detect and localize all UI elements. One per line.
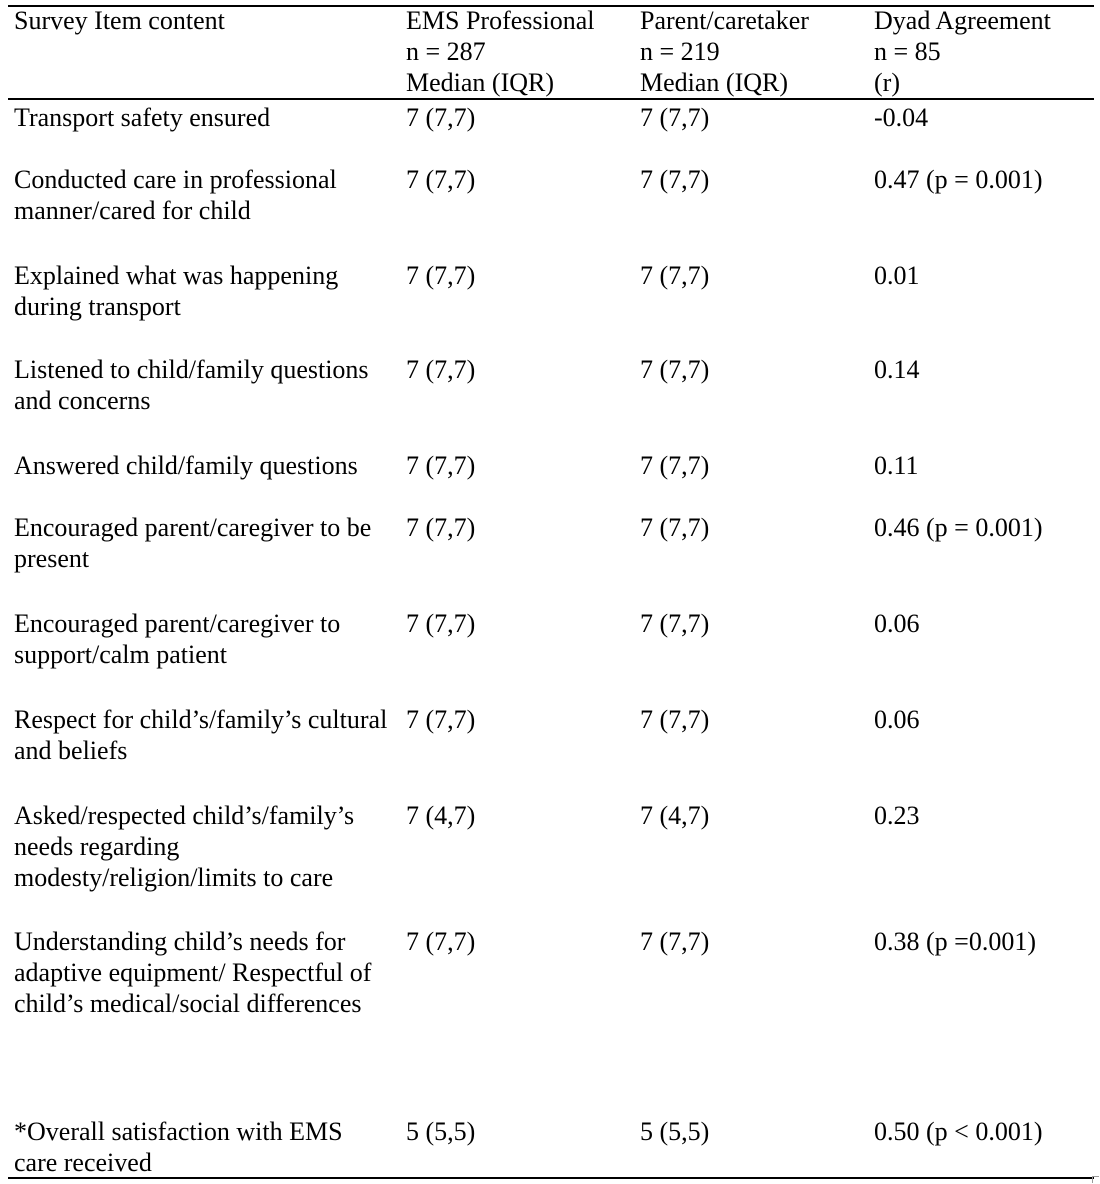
- table-row-item: Explained what was happening during transport: [14, 261, 339, 321]
- table-row-parent: 7 (7,7): [640, 927, 710, 956]
- table-row-ems: 7 (7,7): [406, 165, 476, 194]
- table-row-ems: 7 (7,7): [406, 451, 476, 480]
- table-row-dyad: 0.23: [874, 801, 920, 830]
- table-row-ems: 7 (7,7): [406, 261, 476, 290]
- table-row-ems: 7 (7,7): [406, 609, 476, 638]
- table-row-item: Answered child/family questions: [14, 451, 358, 480]
- table-row-dyad: 0.11: [874, 451, 919, 480]
- table-row-parent: 7 (7,7): [640, 165, 710, 194]
- table-row-parent: 7 (7,7): [640, 451, 710, 480]
- table-row-parent: 7 (4,7): [640, 801, 710, 830]
- table-row-item: Encouraged parent/caregiver to be present: [14, 513, 372, 573]
- table-row-parent: 7 (7,7): [640, 261, 710, 290]
- table-row-parent: 7 (7,7): [640, 705, 710, 734]
- table-row-dyad: 0.47 (p = 0.001): [874, 165, 1043, 194]
- header-survey-item: Survey Item content: [14, 6, 225, 35]
- table-row-dyad: 0.38 (p =0.001): [874, 927, 1036, 956]
- table-row-item: *Overall satisfaction with EMS care received: [14, 1117, 343, 1177]
- header-parent-caretaker: Parent/caretaker n = 219 Median (IQR): [640, 6, 809, 97]
- table-header-row: [0, 0, 1100, 100]
- table-row-ems: 7 (7,7): [406, 927, 476, 956]
- table-row-dyad: 0.14: [874, 355, 920, 384]
- header-dyad-agreement: Dyad Agreement n = 85 (r): [874, 6, 1051, 97]
- table-row-ems: 7 (4,7): [406, 801, 476, 830]
- table-row-ems: 7 (7,7): [406, 705, 476, 734]
- table-row-item: Transport safety ensured: [14, 103, 271, 132]
- header-ems-professional: EMS Professional n = 287 Median (IQR): [406, 6, 595, 97]
- table-row-item: Respect for child’s/family’s cultural and beliefs: [14, 705, 388, 765]
- table-row-dyad: 0.46 (p = 0.001): [874, 513, 1043, 542]
- table-row-ems: 7 (7,7): [406, 355, 476, 384]
- corner-mark: [1092, 1176, 1099, 1183]
- table-row-ems: 5 (5,5): [406, 1117, 476, 1146]
- table-row-parent: 7 (7,7): [640, 609, 710, 638]
- table-bottom-rule: [8, 1177, 1094, 1179]
- table-row-item: Understanding child’s needs for adaptive equipment/ Respectful of child’s medical/social differences: [14, 927, 372, 1018]
- table-row-ems: 7 (7,7): [406, 103, 476, 132]
- table-row-parent: 7 (7,7): [640, 103, 710, 132]
- table-row-ems: 7 (7,7): [406, 513, 476, 542]
- table-header-rule: [8, 98, 1094, 100]
- table-row-parent: 5 (5,5): [640, 1117, 710, 1146]
- table-row-dyad: 0.06: [874, 609, 920, 638]
- table-row-dyad: 0.01: [874, 261, 920, 290]
- table-row-item: Encouraged parent/caregiver to support/calm patient: [14, 609, 341, 669]
- table-row-dyad: 0.50 (p < 0.001): [874, 1117, 1043, 1146]
- table-row-item: Asked/respected child’s/family’s needs regarding modesty/religion/limits to care: [14, 801, 355, 892]
- table-row-parent: 7 (7,7): [640, 513, 710, 542]
- table-row-item: Listened to child/family questions and concerns: [14, 355, 369, 415]
- table-row-dyad: 0.06: [874, 705, 920, 734]
- table-row-parent: 7 (7,7): [640, 355, 710, 384]
- table-row-dyad: -0.04: [874, 103, 929, 132]
- table-row-item: Conducted care in professional manner/cared for child: [14, 165, 337, 225]
